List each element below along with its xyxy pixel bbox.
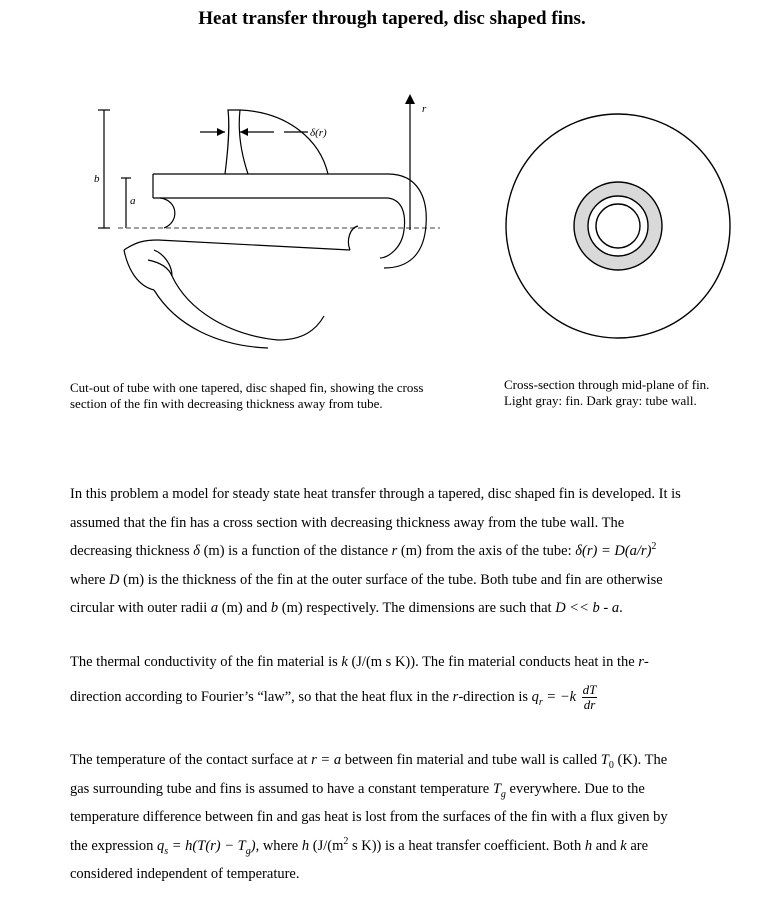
tube-inner-circle <box>596 204 640 248</box>
page-title: Heat transfer through tapered, disc shaped fins. <box>198 8 586 29</box>
delta-label: δ(r) <box>310 127 327 139</box>
left-figure-caption: Cut-out of tube with one tapered, disc shaped fin, showing the cross section of the fin with decreasing thickness away from tube. <box>70 380 424 411</box>
fin-cross-section-figure <box>500 96 740 356</box>
paragraph-conductivity: The thermal conductivity of the fin material is k (J/(m s K)). The fin material conducts heat in the r- direction according to Fourier’s “law”, so that the heat flux in the r-direction is $q_r = -k$ $\frac{dT}{dr}$ <box>70 654 649 712</box>
fin-cross-section <box>225 110 248 174</box>
fin-disc-lower <box>172 276 324 340</box>
fourier-fraction: $\frac{dT}{dr}$ <box>582 681 597 712</box>
paragraph-fin-model: In this problem a model for steady state heat transfer through a tapered, disc shaped fin is developed. It is assumed that the fin has a cross section with decreasing thickness away from the tube wall. The decreasing thickness δ (m) is a function of the distance r (m) from the axis of the tube: $\delta(r) = D(a/r)^2$ where D (m) is the thickness of the fin at the outer surface of the tube. Both tube and fin are otherwise circular with outer radii a (m) and b (m) respectively. The dimensions are such that D << b - a. <box>70 486 681 616</box>
right-figure-caption: Cross-section through mid-plane of fin. Light gray: fin. Dark gray: tube wall. <box>504 377 710 408</box>
b-label: b <box>94 173 100 185</box>
r-label: r <box>422 103 427 115</box>
tube-fin-cutout-figure <box>88 90 458 380</box>
paragraph-boundary-conditions: The temperature of the contact surface at r = a between fin material and tube wall is called $T_0$ (K). The gas surrounding tube and fins is assumed to have a constant temperature $T_g$ everywhere. Due to the temperature difference between fin and gas heat is lost from the surfaces of the fin with a flux given by the expression $q_s = h(T(r) - T_g)$, where h ($J/(m^2$ s K)) is a heat transfer coefficient. Both h and k are considered independent of temperature. <box>70 752 668 882</box>
a-label: a <box>130 195 136 207</box>
